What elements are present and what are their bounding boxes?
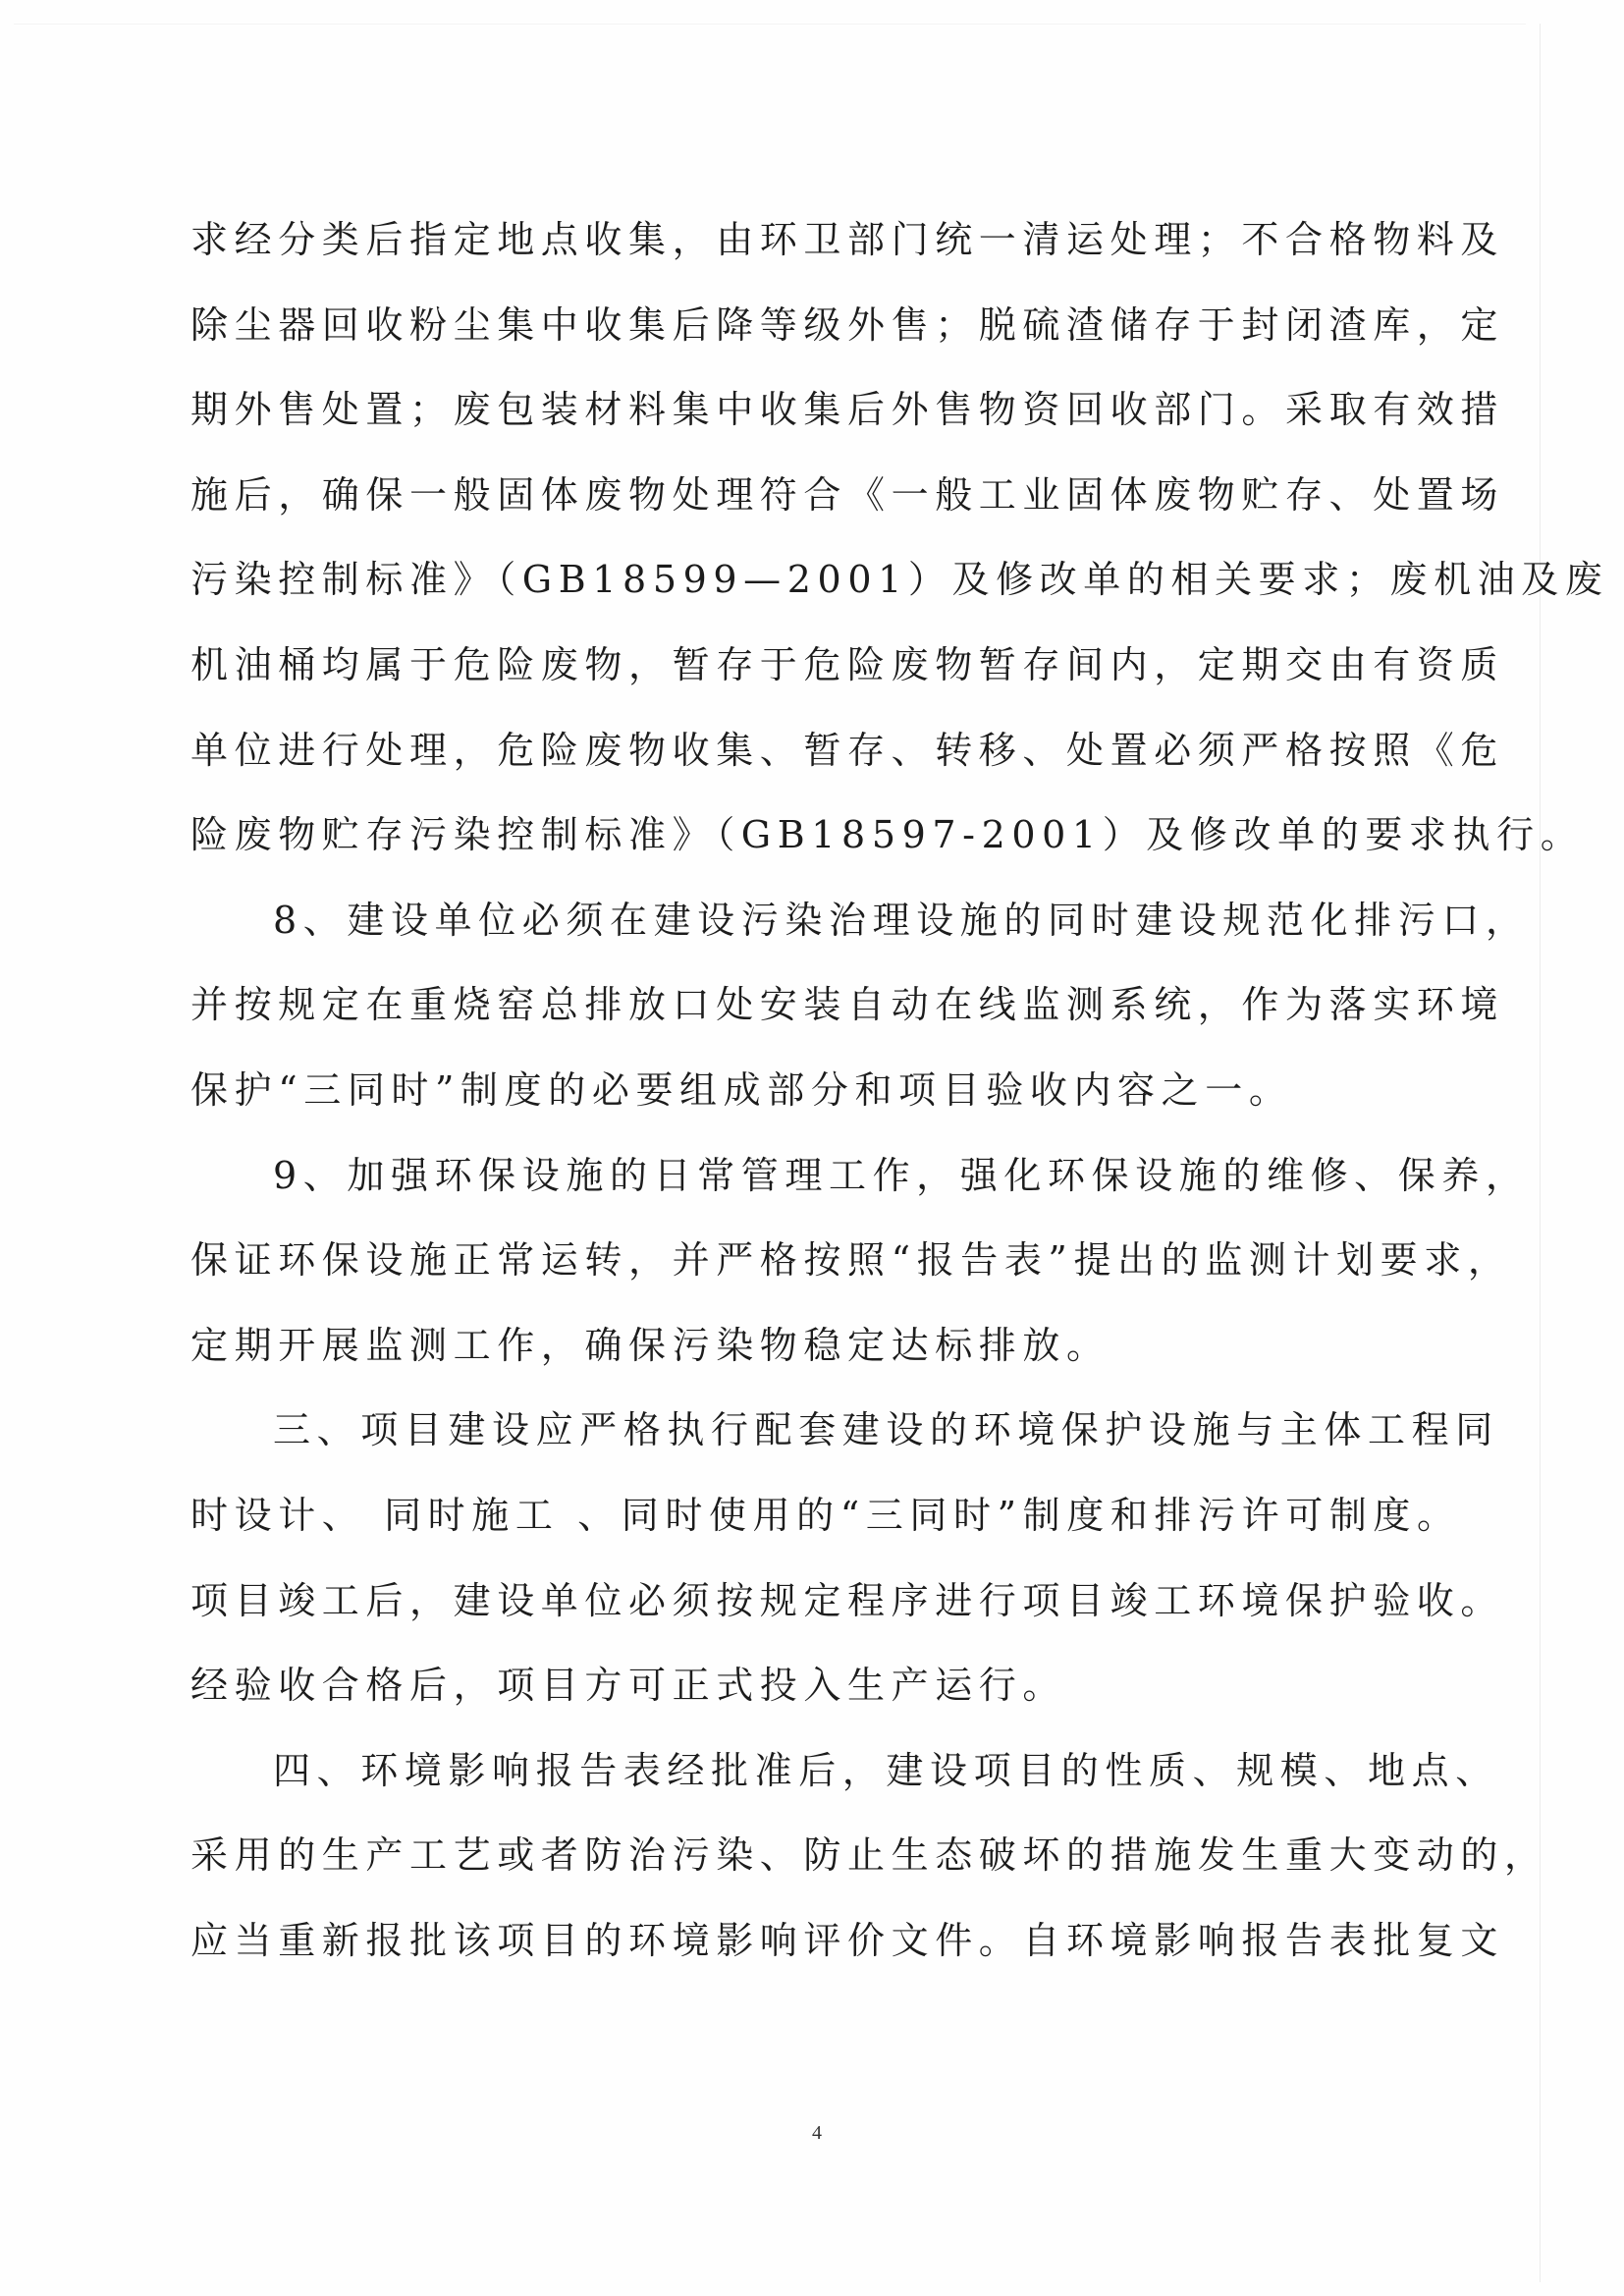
section-four-heading: 四、环境影响报告表经批准后，建设项目的性质、规模、地点、: [273, 1748, 1499, 1792]
scan-edge-top: [14, 24, 1526, 25]
page-number: 4: [812, 2122, 822, 2144]
text-line: 险废物贮存污染控制标准》（GB18597-2001）及修改单的要求执行。: [190, 813, 1585, 857]
text-line: 经验收合格后，项目方可正式投入生产运行。: [190, 1664, 1067, 1708]
paragraph-item-9: 9、加强环保设施的日常管理工作，强化环保设施的维修、保养，: [273, 1153, 1530, 1197]
text-line: 并按规定在重烧窑总排放口处安装自动在线监测系统，作为落实环境: [190, 983, 1505, 1027]
text-line: 项目竣工后，建设单位必须按规定程序进行项目竣工环境保护验收。: [190, 1578, 1505, 1622]
paragraph-item-8: 8、建设单位必须在建设污染治理设施的同时建设规范化排污口，: [273, 898, 1530, 942]
text-line: 保证环保设施正常运转，并严格按照“报告表”提出的监测计划要求，: [190, 1238, 1512, 1283]
text-line: 定期开展监测工作，确保污染物稳定达标排放。: [190, 1323, 1110, 1367]
text-line: 采用的生产工艺或者防治污染、防止生态破坏的措施发生重大变动的，: [190, 1833, 1548, 1878]
text-line: 单位进行处理，危险废物收集、暂存、转移、处置必须严格按照《危: [190, 728, 1505, 772]
text-line: 施后，确保一般固体废物处理符合《一般工业固体废物贮存、处置场: [190, 472, 1505, 517]
text-line: 期外售处置；废包装材料集中收集后外售物资回收部门。采取有效措: [190, 388, 1505, 432]
text-line: 除尘器回收粉尘集中收集后降等级外售；脱硫渣储存于封闭渣库，定: [190, 302, 1505, 347]
text-line: 求经分类后指定地点收集，由环卫部门统一清运处理；不合格物料及: [190, 218, 1505, 261]
text-line: 污染控制标准》（GB18599—2001）及修改单的相关要求；废机油及废: [190, 558, 1609, 602]
section-three-heading: 三、项目建设应严格执行配套建设的环境保护设施与主体工程同: [273, 1408, 1499, 1452]
text-line: 应当重新报批该项目的环境影响评价文件。自环境影响报告表批复文: [190, 1919, 1505, 1962]
text-line: 机油桶均属于危险废物，暂存于危险废物暂存间内，定期交由有资质: [190, 643, 1505, 686]
scan-edge-right: [1540, 24, 1541, 2282]
text-line: 时设计、 同时施工 、同时使用的“三同时”制度和排污许可制度。: [190, 1494, 1461, 1537]
text-line: 保护“三同时”制度的必要组成部分和项目验收内容之一。: [190, 1068, 1293, 1112]
